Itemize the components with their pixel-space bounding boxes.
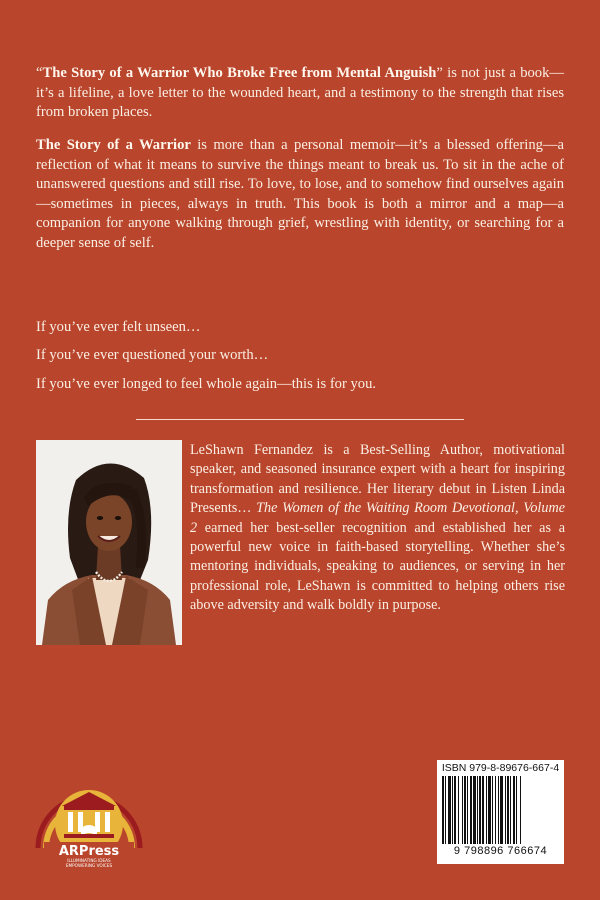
author-photo: [36, 440, 182, 645]
publisher-tagline-1: ILLUMINATING IDEAS: [67, 858, 111, 863]
intro-open-quote: “: [36, 65, 43, 81]
intro-book-title: The Story of a Warrior Who Broke Free from Mental Anguish: [42, 65, 437, 81]
bio-text-part1: LeShawn Fernandez is a Best-Selling Author, motivational speaker, and seasoned insurance expert with a heart for inspiring transformation and resilience. Her literary debut in Listen Linda Presents…: [190, 442, 565, 517]
publisher-tagline-2: EMPOWERING VOICES: [65, 863, 113, 868]
barcode-digits: 9 798896 766674: [453, 845, 548, 857]
bio-text-part2: earned her best-seller recognition and established her as a powerful new voice in faith-based storytelling. Whether she’s mentoring individuals, speaking to audiences, or serving in her professional role, LeShawn is committed to helping others rise above adversity and walk boldly in purpose.: [190, 519, 565, 614]
tagline-whole: If you’ve ever longed to feel whole again—this is for you.: [36, 376, 377, 392]
tagline-worth: If you’ve ever questioned your worth…: [36, 347, 269, 363]
publisher-name: ARPress: [58, 844, 120, 859]
description-text: is more than a personal memoir—it’s a blessed offering—a reflection of what it means to survive the things meant to break us. To sit in the ache of unanswered questions and still rise. To love, to lose, and to somehow find ourselves again—sometimes in pieces, always in truth. This book is both a mirror and a map—a companion for anyone walking through grief, wrestling with identity, or searching for a deeper sense of self.: [36, 137, 564, 251]
bio-book-title: The Women of the Waiting Room Devotional, Volume 2: [190, 500, 565, 536]
intro-paragraph: [36, 64, 564, 123]
isbn-label: ISBN 979-8-89676-667-4: [441, 762, 560, 774]
section-divider: [136, 419, 464, 420]
description-paragraph: [36, 136, 564, 253]
isbn-barcode-box: [437, 760, 564, 864]
author-bio: [190, 441, 565, 616]
description-book-title: The Story of a Warrior: [36, 137, 191, 153]
tagline-unseen: If you’ve ever felt unseen…: [36, 319, 201, 335]
intro-text: ” is not just a book—it’s a lifeline, a love letter to the wounded heart, and a testimony to the strength that rises from broken places.: [36, 65, 564, 120]
barcode-icon: [440, 776, 561, 844]
publisher-logo: [34, 762, 144, 872]
